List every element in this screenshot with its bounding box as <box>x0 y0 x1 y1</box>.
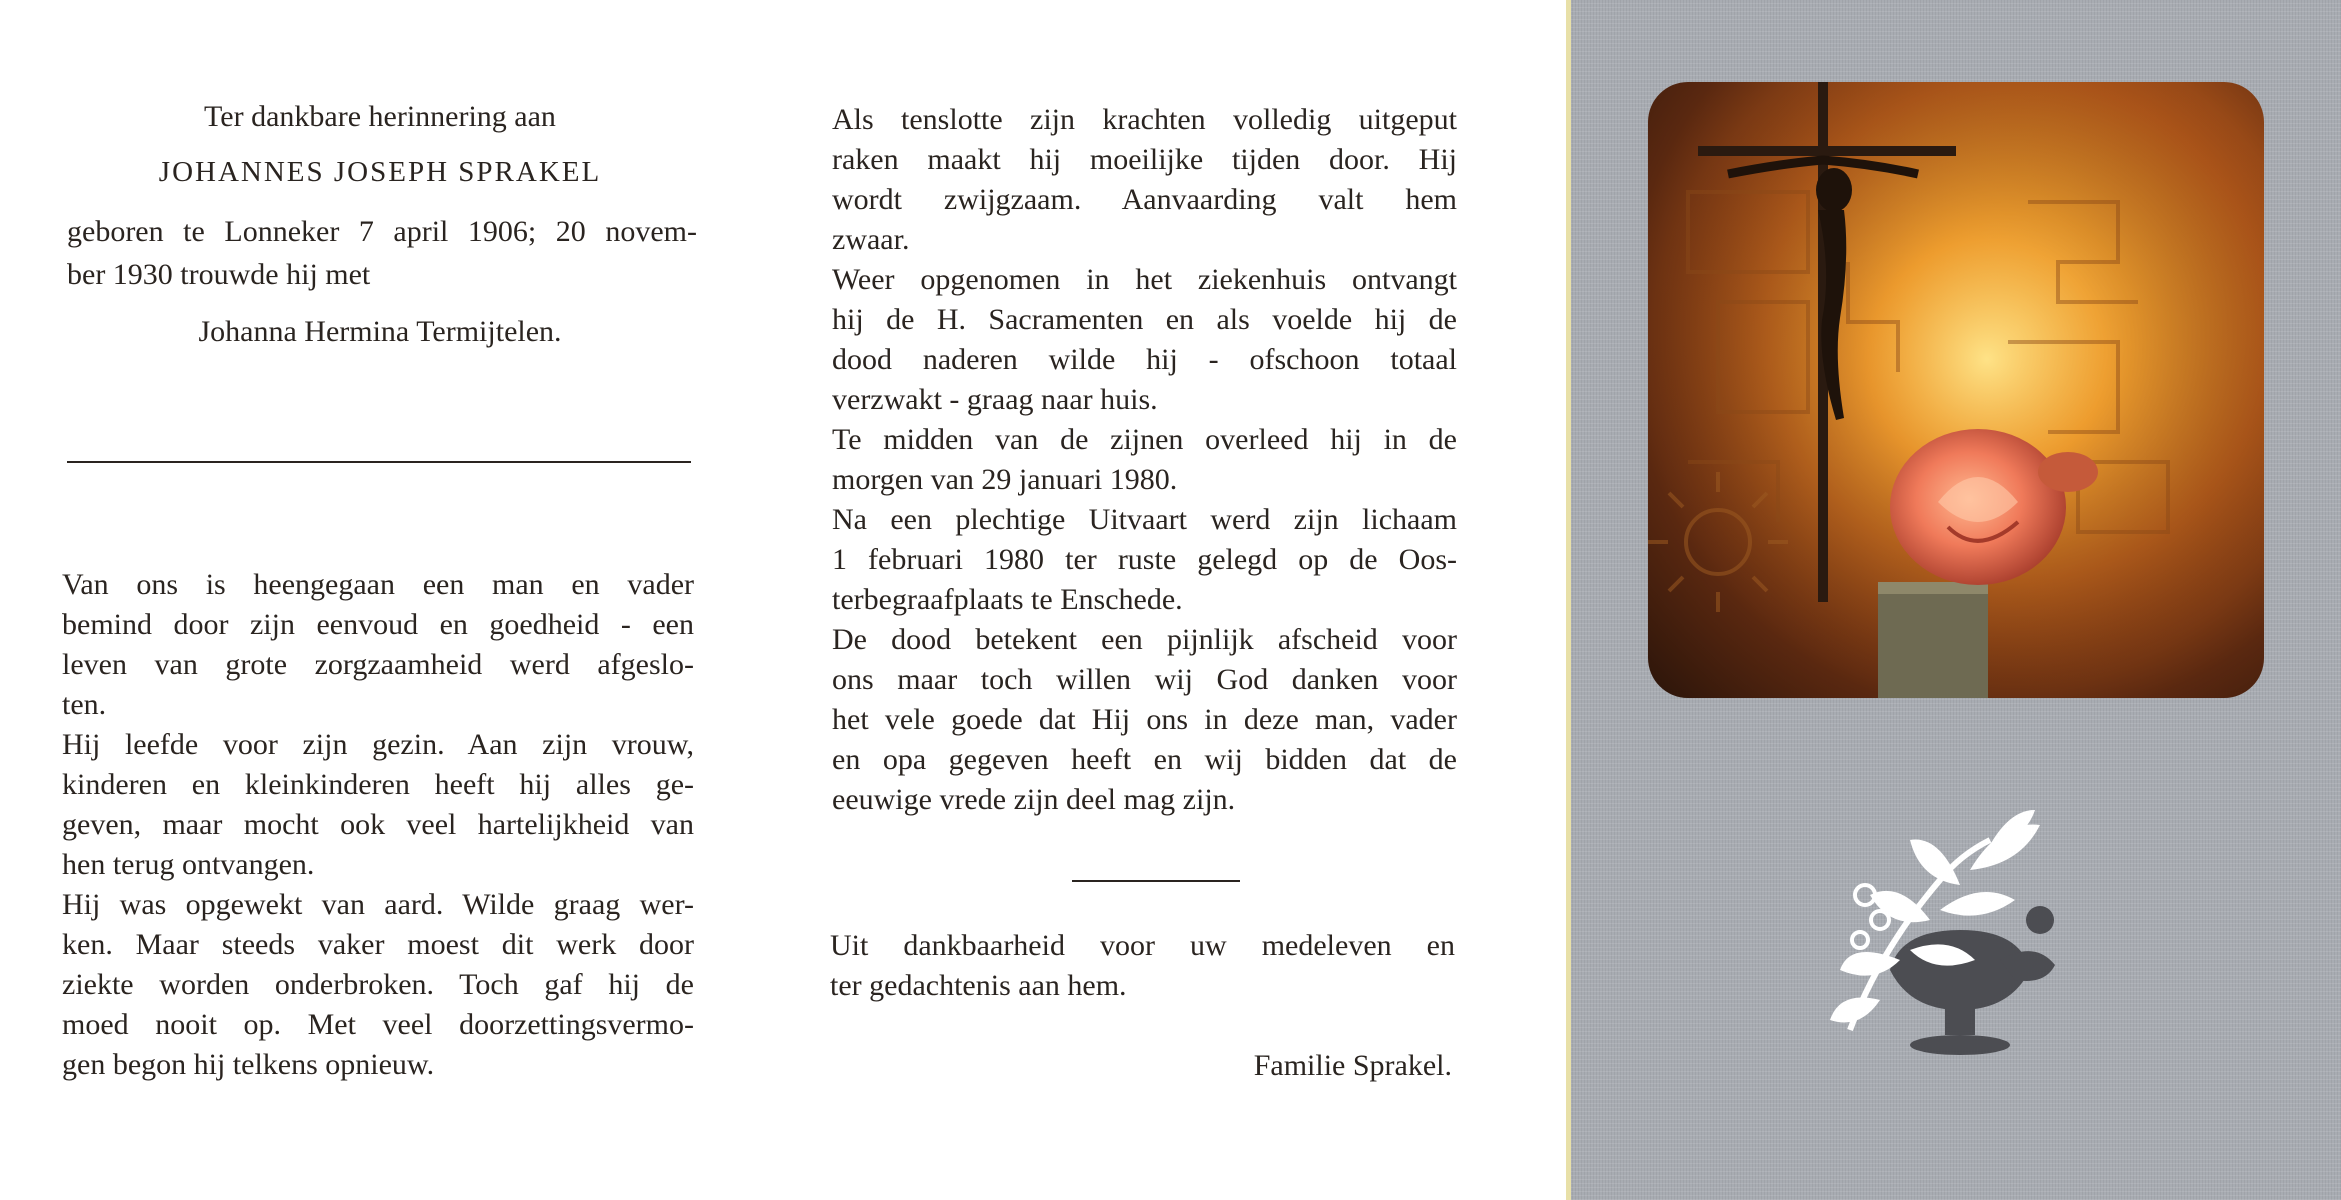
crucifix-with-rose-photo <box>1648 82 2264 698</box>
body-line: hij de H. Sacramenten en als voelde hij de <box>832 303 1457 336</box>
body-line: morgen van 29 januari 1980. <box>832 463 1178 496</box>
spouse-name: Johanna Hermina Termijtelen. <box>198 315 562 348</box>
body-line: ten. <box>62 688 107 721</box>
body-line: Van ons is heengegaan een man en vader <box>62 568 694 601</box>
body-line: Hij leefde voor zijn gezin. Aan zijn vrouw, <box>62 728 694 761</box>
body-line: Na een plechtige Uitvaart werd zijn lichaam <box>832 503 1457 536</box>
body-line: ken. Maar steeds vaker moest dit werk door <box>62 928 694 961</box>
body-line: geven, maar mocht ook veel hartelijkheid van <box>62 808 694 841</box>
body-line: en opa gegeven heeft en wij bidden dat de <box>832 743 1457 776</box>
body-line: verzwakt - graag naar huis. <box>832 383 1158 416</box>
middle-body-text <box>832 100 1457 820</box>
body-line: Als tenslotte zijn krachten volledig uitgeput <box>832 103 1457 136</box>
body-line: ziekte worden onderbroken. Toch gaf hij de <box>62 968 694 1001</box>
left-body-text <box>62 565 694 1085</box>
body-line: Weer opgenomen in het ziekenhuis ontvangt <box>832 263 1457 296</box>
body-line: hen terug ontvangen. <box>62 848 315 881</box>
body-line: De dood betekent een pijnlijk afscheid voor <box>832 623 1457 656</box>
divider-left <box>67 461 691 463</box>
fold-edge <box>1566 0 1571 1200</box>
photo-illustration <box>1648 82 2264 698</box>
body-line: Hij was opgewekt van aard. Wilde graag wer- <box>62 888 694 921</box>
body-line: zwaar. <box>832 223 910 256</box>
body-line: dood naderen wilde hij - ofschoon totaal <box>832 343 1457 376</box>
divider-middle <box>1072 880 1240 882</box>
thanks-line: Uit dankbaarheid voor uw medeleven en <box>830 929 1455 962</box>
body-line: Te midden van de zijnen overleed hij in de <box>832 423 1457 456</box>
body-line: het vele goede dat Hij ons in deze man, vader <box>832 703 1457 736</box>
deceased-name: JOHANNES JOSEPH SPRAKEL <box>158 156 602 188</box>
body-line: kinderen en kleinkinderen heeft hij alles ge- <box>62 768 694 801</box>
thanks-text <box>830 926 1455 1006</box>
body-line: eeuwige vrede zijn deel mag zijn. <box>832 783 1236 816</box>
intro-text: Ter dankbare herinnering aan <box>204 100 556 133</box>
body-line: gen begon hij telkens opnieuw. <box>62 1048 435 1081</box>
birth-line-1: geboren te Lonneker 7 april 1906; 20 novem- <box>67 215 697 248</box>
body-line: 1 februari 1980 ter ruste gelegd op de Oos- <box>832 543 1457 576</box>
signature <box>1050 1046 1452 1086</box>
body-line: raken maakt hij moeilijke tijden door. Hij <box>832 143 1457 176</box>
oil-lamp-with-olive-branch-icon <box>1820 800 2100 1080</box>
body-line: bemind door zijn eenvoud en goedheid - een <box>62 608 694 641</box>
body-line: leven van grote zorgzaamheid werd afgeslo- <box>62 648 694 681</box>
body-line: wordt zwijgzaam. Aanvaarding valt hem <box>832 183 1457 216</box>
signature-text: Familie Sprakel. <box>1253 1049 1452 1082</box>
thanks-line: ter gedachtenis aan hem. <box>830 969 1127 1002</box>
body-line: moed nooit op. Met veel doorzettingsvermo- <box>62 1008 694 1041</box>
body-line: ons maar toch willen wij God danken voor <box>832 663 1457 696</box>
birth-line-2: ber 1930 trouwde hij met <box>67 258 371 291</box>
body-line: terbegraafplaats te Enschede. <box>832 583 1183 616</box>
